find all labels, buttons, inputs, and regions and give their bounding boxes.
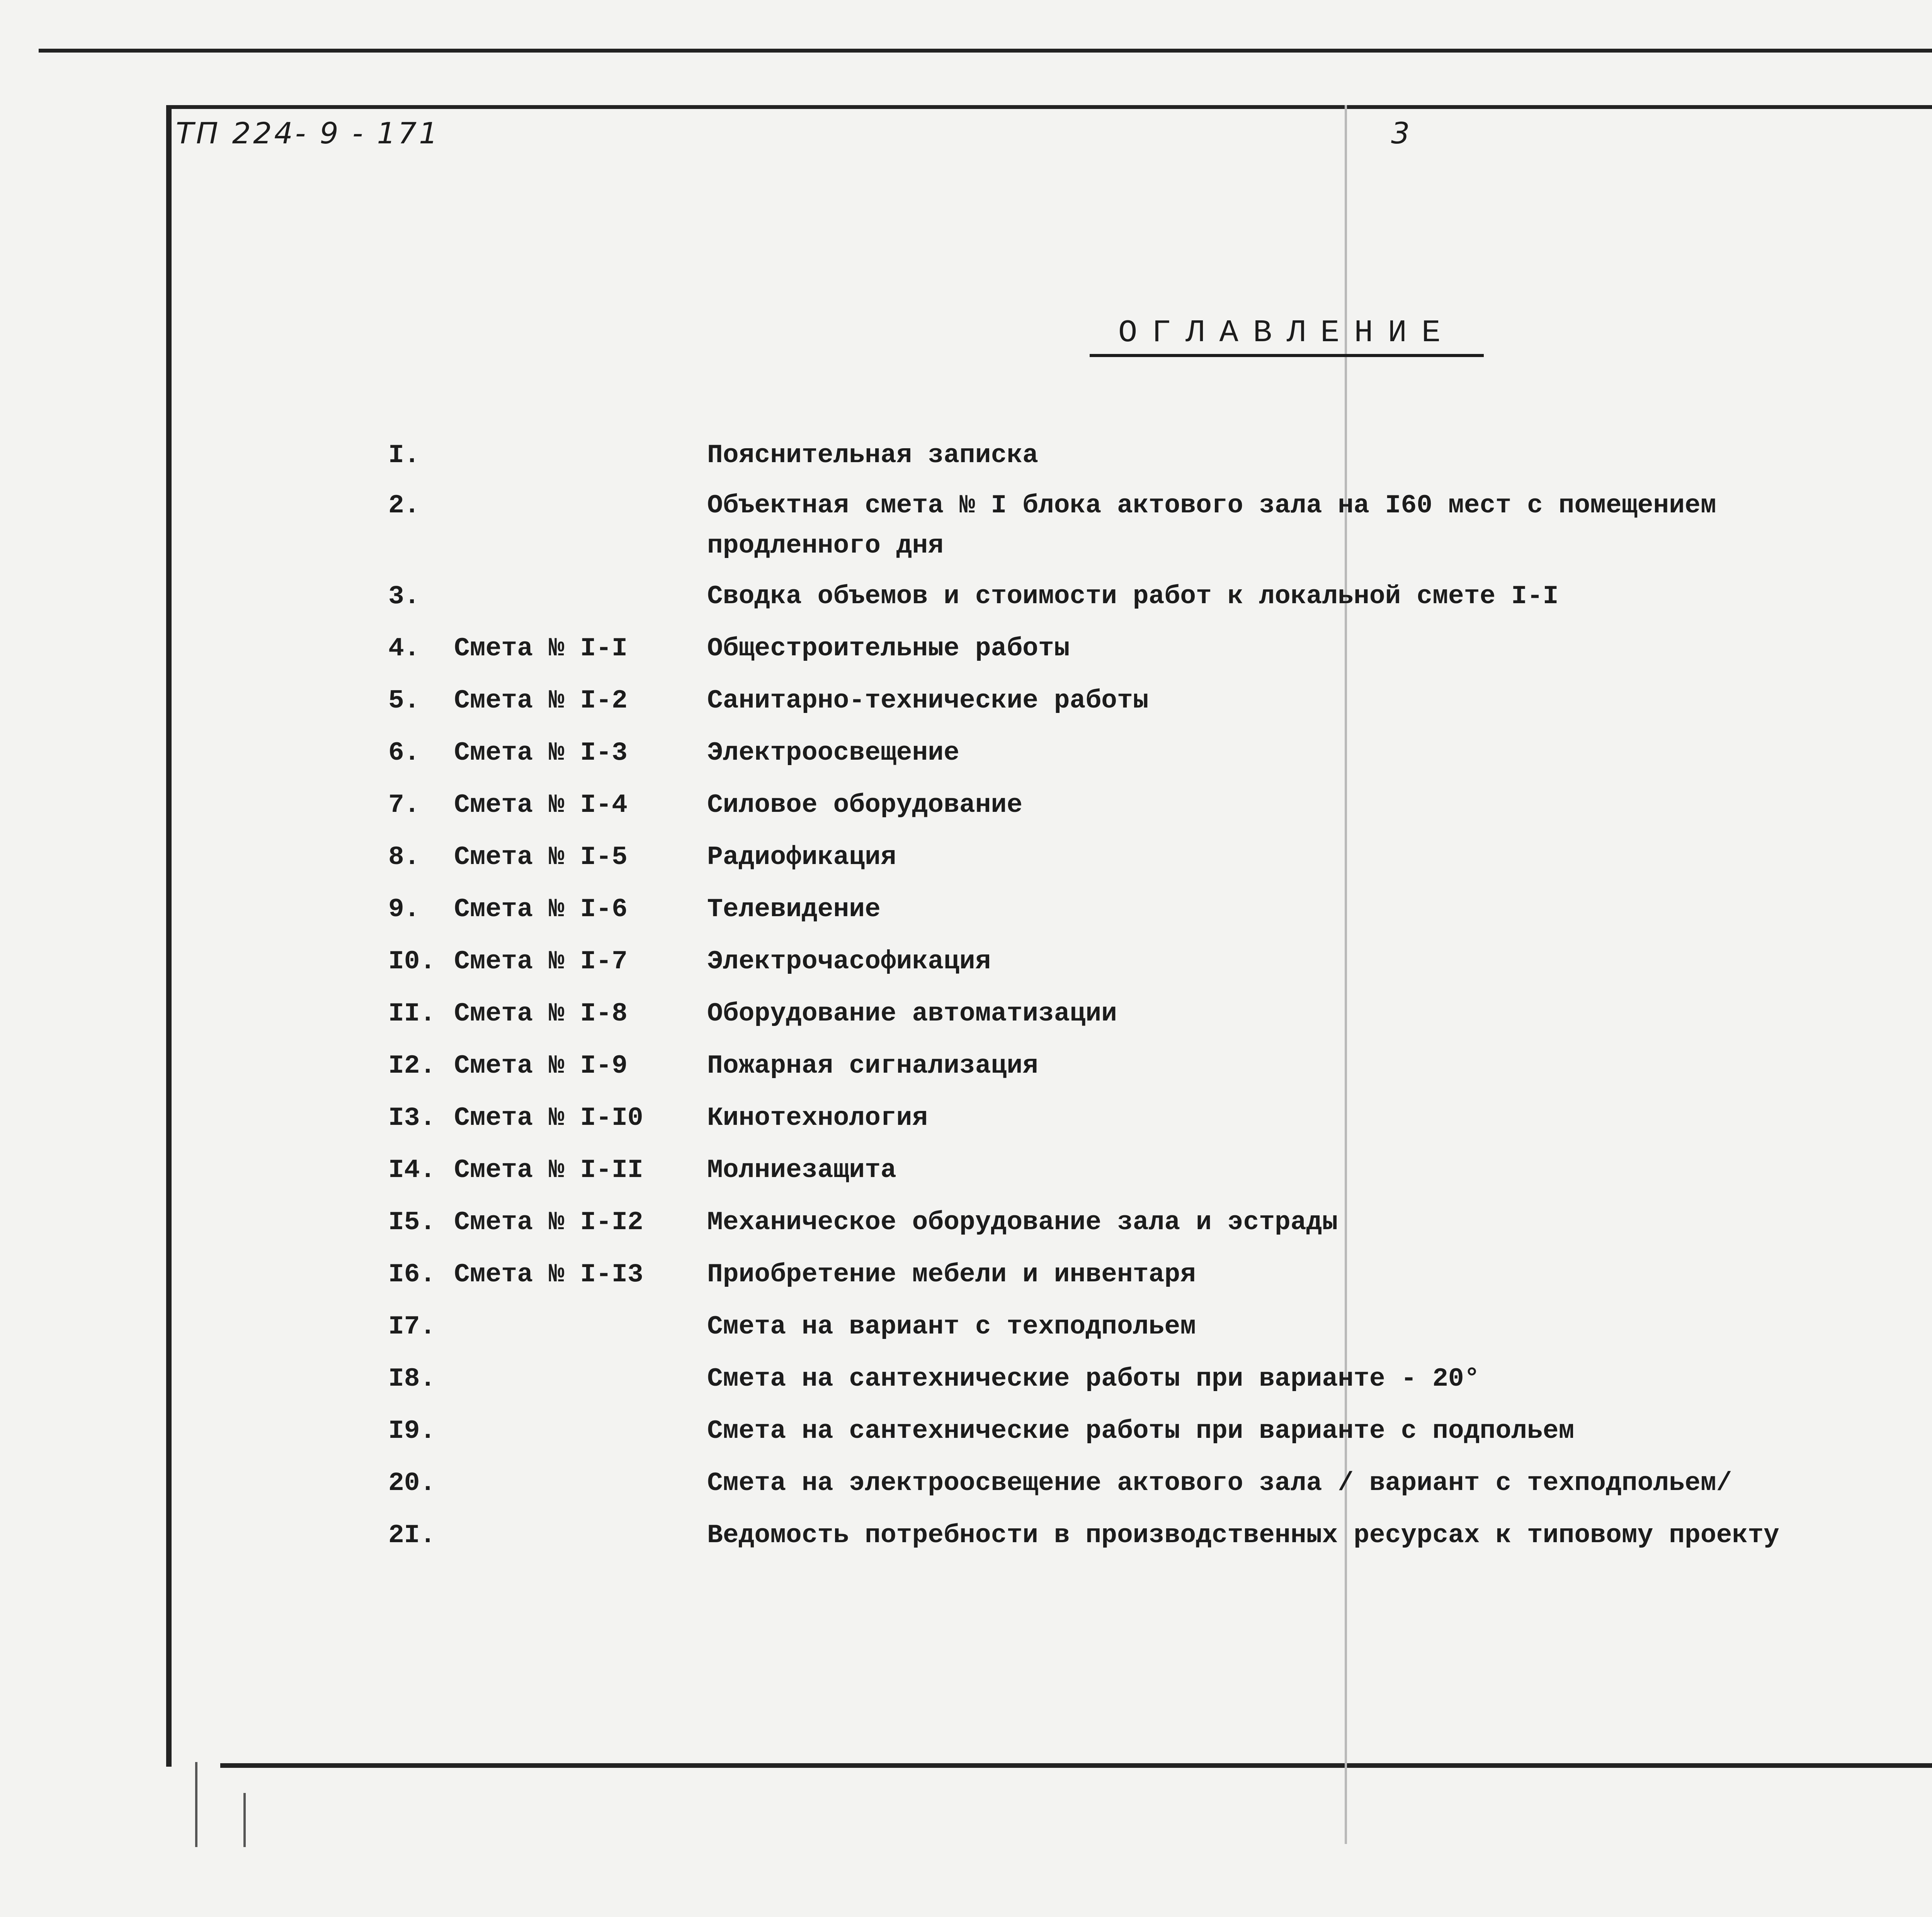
entry-title: Электрочасофикация: [707, 947, 991, 976]
entry-number: 2I.: [388, 1521, 436, 1550]
entry-number: 7.: [388, 790, 420, 820]
toc-entry: [0, 1208, 1932, 1242]
entry-number: 2.: [388, 491, 420, 520]
entry-reference: Смета № I-I: [454, 634, 628, 663]
entry-number: I9.: [388, 1416, 436, 1446]
entry-number: 20.: [388, 1468, 436, 1498]
entry-reference: Смета № I-I2: [454, 1208, 643, 1237]
entry-number: 8.: [388, 842, 420, 872]
entry-number: II.: [388, 999, 436, 1029]
toc-entry: [0, 1260, 1932, 1294]
entry-number: 9.: [388, 895, 420, 924]
toc-entry: [0, 1155, 1932, 1190]
entry-title-continued: продленного дня: [707, 531, 944, 561]
entry-title: Смета на сантехнические работы при варианте - 20°: [707, 1364, 1480, 1394]
entry-reference: Смета № I-4: [454, 790, 628, 820]
entry-title: Смета на электроосвещение актового зала / вариант с техподпольем/: [707, 1468, 1732, 1498]
entry-title: Ведомость потребности в производственных ресурсах к типовому проекту: [707, 1521, 1779, 1550]
toc-entry: [0, 1312, 1932, 1347]
entry-title: Общестроительные работы: [707, 634, 1070, 663]
entry-reference: Смета № I-I0: [454, 1103, 643, 1133]
entry-reference: Смета № I-6: [454, 895, 628, 924]
toc-entry: [0, 1416, 1932, 1451]
toc-entry: [0, 1364, 1932, 1399]
entry-title: Механическое оборудование зала и эстрады: [707, 1208, 1338, 1237]
entry-number: I3.: [388, 1103, 436, 1133]
toc-entry: [0, 999, 1932, 1034]
entry-reference: Смета № I-I3: [454, 1260, 643, 1289]
entry-number: I5.: [388, 1208, 436, 1237]
entry-reference: Смета № I-2: [454, 686, 628, 716]
toc-entry: [0, 1468, 1932, 1503]
entry-title: Электроосвещение: [707, 738, 959, 768]
entry-title: Объектная смета № I блока актового зала на I60 мест с помещением: [707, 491, 1716, 520]
entry-title: Радиофикация: [707, 842, 896, 872]
entry-title: Телевидение: [707, 895, 881, 924]
toc-entry: [0, 634, 1932, 668]
entry-reference: Смета № I-II: [454, 1155, 643, 1185]
entry-title: Силовое оборудование: [707, 790, 1023, 820]
bottom-frame-rule: [220, 1763, 1932, 1768]
top-trim-rule: [39, 49, 1932, 53]
entry-title: Санитарно-технические работы: [707, 686, 1149, 716]
entry-title: Кинотехнология: [707, 1103, 928, 1133]
entry-reference: Смета № I-9: [454, 1051, 628, 1081]
entry-title: Приобретение мебели и инвентаря: [707, 1260, 1196, 1289]
entry-title: Смета на сантехнические работы при варианте с подпольем: [707, 1416, 1575, 1446]
toc-entry: [0, 1521, 1932, 1555]
entry-title: Сводка объемов и стоимости работ к локальной смете I-I: [707, 582, 1559, 611]
entry-number: 5.: [388, 686, 420, 716]
entry-number: I0.: [388, 947, 436, 976]
entry-title: Пояснительная записка: [707, 441, 1038, 470]
drawing-frame: [166, 105, 1932, 1767]
entry-reference: Смета № I-5: [454, 842, 628, 872]
entry-number: I.: [388, 441, 420, 470]
entry-title: Пожарная сигнализация: [707, 1051, 1038, 1081]
entry-number: I8.: [388, 1364, 436, 1394]
margin-tick: [243, 1793, 246, 1847]
toc-entry: [0, 441, 1932, 475]
entry-number: I2.: [388, 1051, 436, 1081]
toc-entry: [0, 1103, 1932, 1138]
entry-number: 6.: [388, 738, 420, 768]
entry-title: Смета на вариант с техподпольем: [707, 1312, 1196, 1342]
entry-reference: Смета № I-8: [454, 999, 628, 1029]
entry-number: 3.: [388, 582, 420, 611]
entry-number: 4.: [388, 634, 420, 663]
margin-tick: [195, 1762, 197, 1847]
toc-entry: [0, 790, 1932, 825]
entry-number: I7.: [388, 1312, 436, 1342]
sheet-page-number: 3: [1391, 116, 1410, 150]
toc-entry: [0, 491, 1932, 561]
project-code: ТП 224- 9 - 171: [176, 116, 440, 150]
toc-entry: [0, 842, 1932, 877]
toc-entry: [0, 1051, 1932, 1086]
entry-title: Оборудование автоматизации: [707, 999, 1117, 1029]
entry-number: I4.: [388, 1155, 436, 1185]
entry-title: Молниезащита: [707, 1155, 896, 1185]
toc-entry: [0, 947, 1932, 981]
toc-entry: [0, 582, 1932, 616]
entry-reference: Смета № I-7: [454, 947, 628, 976]
toc-entry: [0, 738, 1932, 773]
page-title: ОГЛАВЛЕНИЕ: [1090, 315, 1484, 357]
toc-entry: [0, 686, 1932, 721]
toc-entry: [0, 895, 1932, 929]
entry-reference: Смета № I-3: [454, 738, 628, 768]
entry-number: I6.: [388, 1260, 436, 1289]
